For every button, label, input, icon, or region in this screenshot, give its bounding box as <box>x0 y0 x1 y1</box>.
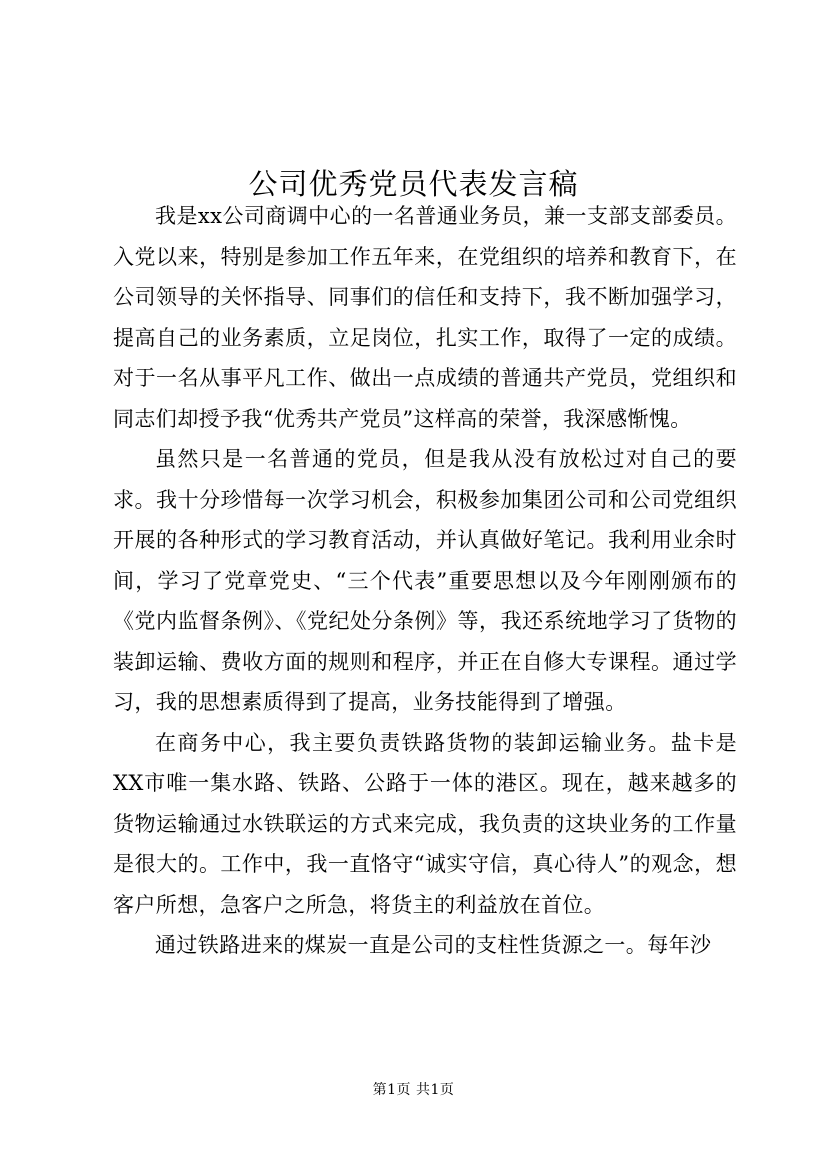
document-body <box>113 196 737 966</box>
paragraph-1: 我是xx公司商调中心的一名普通业务员，兼一支部支部委员。入党以来，特别是参加工作五年来，在党组织的培养和教育下，在公司领导的关怀指导、同事们的信任和支持下，我不断加强学习，提高自己的业务素质，立足岗位，扎实工作，取得了一定的成绩。对于一名从事平凡工作、做出一点成绩的普通共产党员，党组织和同志们却授予我“优秀共产党员”这样高的荣誉，我深感惭愧。 <box>113 204 737 431</box>
page-footer: 第1页 共1页 <box>372 1082 455 1098</box>
paragraph-4: 通过铁路进来的煤炭一直是公司的支柱性货源之一。每年沙 <box>155 933 712 957</box>
document-title: 公司优秀党员代表发言稿 <box>248 167 579 202</box>
paragraph-2: 虽然只是一名普通的党员，但是我从没有放松过对自己的要求。我十分珍惜每一次学习机会，积极参加集团公司和公司党组织开展的各种形式的学习教育活动，并认真做好笔记。我利用业余时间，学习了党章党史、“三个代表”重要思想以及今年刚刚颁布的《党内监督条例》、《党纪处分条例》等，我还系统地学习了货物的装卸运输、费收方面的规则和程序，并正在自修大专课程。通过学习，我的思想素质得到了提高，业务技能得到了增强。 <box>113 447 737 714</box>
paragraph-3: 在商务中心，我主要负责铁路货物的装卸运输业务。盐卡是XX市唯一集水路、铁路、公路于一体的港区。现在，越来越多的货物运输通过水铁联运的方式来完成，我负责的这块业务的工作量是很大的。工作中，我一直恪守“诚实守信，真心待人”的观念，想客户所想，急客户之所急，将货主的利益放在首位。 <box>113 730 737 917</box>
